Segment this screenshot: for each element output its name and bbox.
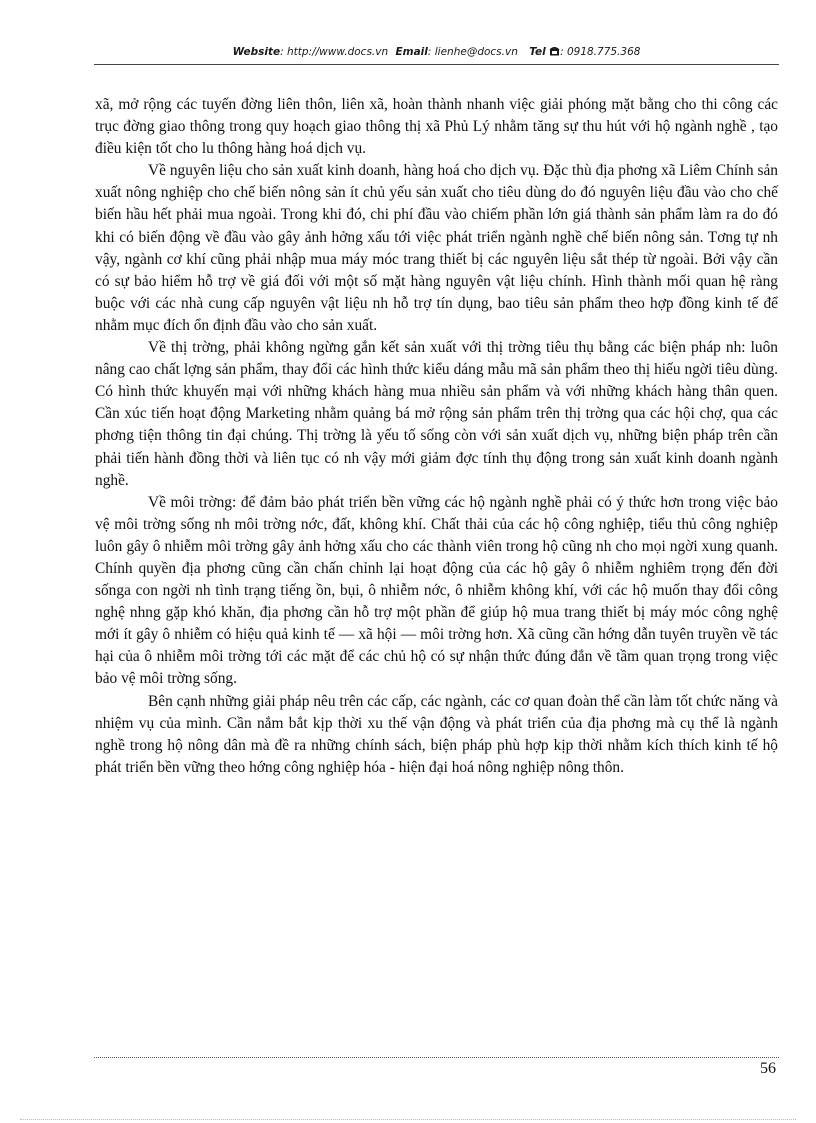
email-label: Email: [395, 46, 428, 58]
footer-rule: [94, 1057, 779, 1058]
paragraph-4: Về môi trờng: để đảm bảo phát triển bền vững các hộ ngành nghề phải có ý thức hơn trong việc bảo vệ môi trờng sống nh môi trờng nớc, đất, không khí. Chất thải của các hộ công nghiệp, tiểu thủ công nghiệp luôn gây ô nhiễm môi trờng gây ảnh hởng xấu cho các thành viên trong hộ cũng nh cho mọi ngời xung quanh. Chính quyền địa phơng cũng cần chấn chỉnh lại hoạt động của các hộ gây ô nhiễm nghiêm trọng đến đời sốnga con ngời nh tình trạng tiếng ồn, bụi, ô nhiễm nớc, ô nhiễm không khí, với các hộ muốn thay đổi công nghệ nhng gặp khó khăn, địa phơng cần hỗ trợ một phần để giúp hộ mua trang thiết bị máy móc công nghệ mới ít gây ô nhiễm có hiệu quả kinh tế — xã hội — môi trờng hơn. Xã cũng cần hớng dẫn tuyên truyền về tác hại của ô nhiễm môi trờng tới các mặt để các chủ hộ có sự nhận thức đúng đắn về tầm quan trọng trong việc bảo vệ môi trờng sống.: [95, 493, 778, 688]
page-header: [94, 46, 779, 64]
paragraph-1: xã, mở rộng các tuyến đờng liên thôn, liên xã, hoàn thành nhanh việc giải phóng mặt bằng cho thi công các trục đờng giao thông trong quy hoạch giao thông thị xã Phủ Lý nhằm tăng sự thu hút với hộ ngành nghề , tạo điều kiện tốt cho lu thông hàng hoá dịch vụ.: [95, 96, 778, 158]
email-value: : lienhe@docs.vn: [427, 46, 518, 58]
paragraph-3: Về thị trờng, phải không ngừng gắn kết sản xuất với thị trờng tiêu thụ bằng các biện pháp nh: luôn nâng cao chất lợng sản phẩm, thay đổi các hình thức kiểu dáng mẫu mã sản phẩm theo thị hiếu ngời tiêu dùng. Có hình thức khuyến mại với những khách hàng mua nhiều sản phẩm và với những khách hàng thân quen. Cần xúc tiến hoạt động Marketing nhằm quảng bá mở rộng sản phẩm trên thị trờng qua các hội chợ, qua các phơng tiện thông tin đại chúng. Thị trờng là yếu tố sống còn với sản xuất dịch vụ, những biện pháp trên cần phải tiến hành đồng thời và liên tục có nh vậy mới giảm đợc tính thụ động trong sản xuất kinh doanh ngành nghề.: [95, 339, 778, 489]
tel-label: Tel: [529, 46, 546, 58]
paragraph-2: Về nguyên liệu cho sản xuất kinh doanh, hàng hoá cho dịch vụ. Đặc thù địa phơng xã Liêm Chính sản xuất nông nghiệp cho chế biến nông sản ít chủ yếu sản xuất cho tiêu dùng do đó nguyên liệu đầu vào cho chế biến hầu hết phải mua ngoài. Trong khi đó, chi phí đầu vào chiếm phần lớn giá thành sản phẩm làm ra do đó khi có biến động về đầu vào gây ảnh hởng xấu tới việc phát triển ngành nghề chế biến nông sản. Tơng tự nh vậy, ngành cơ khí cũng phải nhập mua máy móc trang thiết bị các nguyên liệu sắt thép từ ngoài. Bởi vậy cần có sự bảo hiểm hỗ trợ về giá đối với một số mặt hàng nguyên vật liệu chính. Hình thành mối quan hệ ràng buộc với các nhà cung cấp nguyên vật liệu nh hỗ trợ tín dụng, bao tiêu sản phẩm theo hợp đồng kinh tế để nhằm mục đích ổn định đầu vào cho sản xuất.: [95, 162, 778, 334]
page-number: 56: [760, 1060, 776, 1077]
header-rule: [94, 64, 779, 65]
tel-value: : 0918.775.368: [560, 46, 641, 58]
phone-icon: [549, 46, 560, 56]
paragraph-5: Bên cạnh những giải pháp nêu trên các cấp, các ngành, các cơ quan đoàn thể cần làm tốt chức năng và nhiệm vụ của mình. Cần nắm bắt kịp thời xu thế vận động và phát triển của địa phơng mà cụ thể là ngành nghề trong hộ nông dân mà đề ra những chính sách, biện pháp phù hợp kịp thời nhằm kích thích kinh tế hộ phát triển bền vững theo hớng công nghiệp hóa - hiện đại hoá nông nghiệp nông thôn.: [95, 692, 778, 776]
website-label: Website: [232, 46, 281, 58]
website-value: : http://www.docs.vn: [280, 46, 389, 58]
bottom-dotted-line: [20, 1119, 796, 1120]
document-body: [95, 94, 778, 779]
